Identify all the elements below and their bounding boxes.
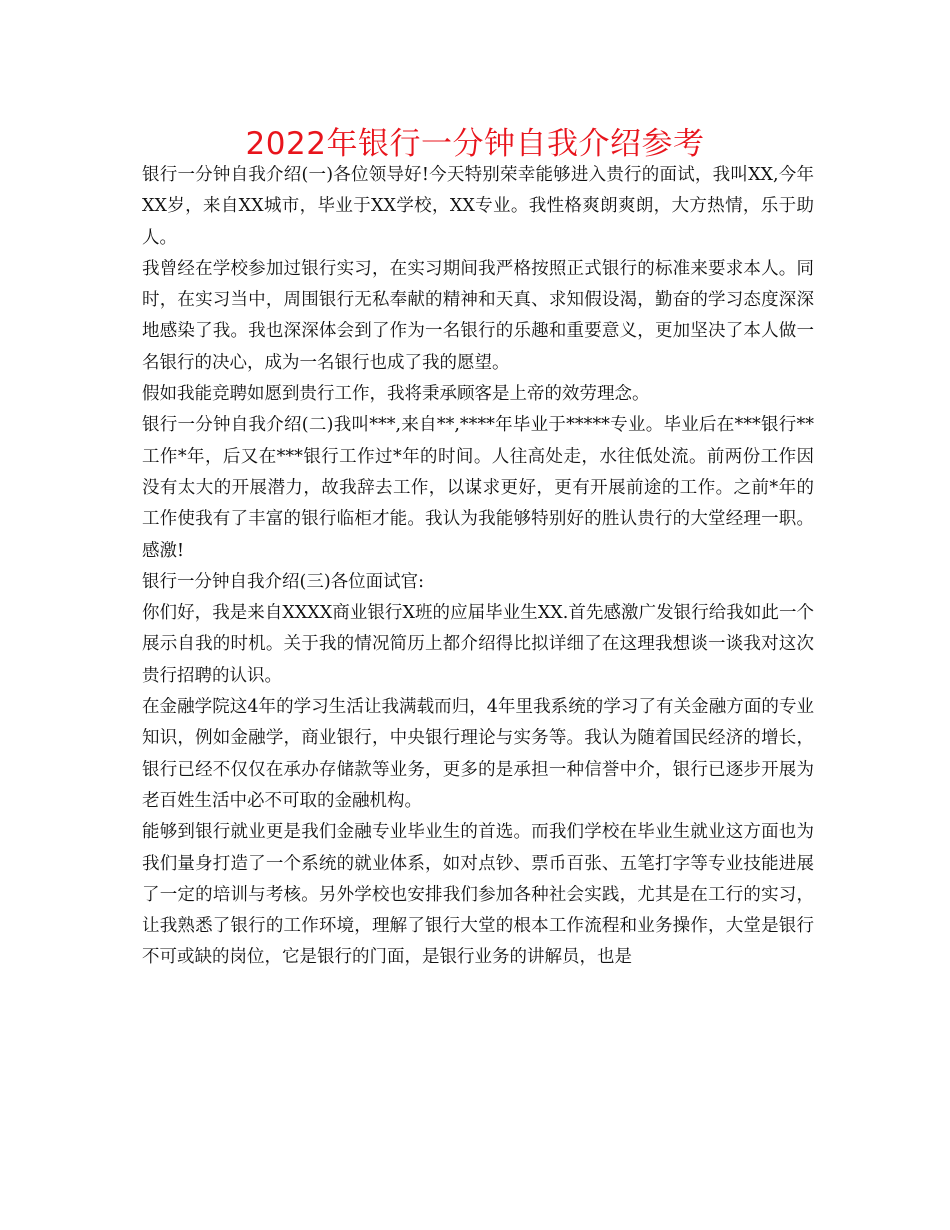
paragraph-employment: 能够到银行就业更是我们金融专业毕业生的首选。而我们学校在毕业生就业这方面也为我们量身打造了一个系统的就业体系，如对点钞、票币百张、五笔打字等专业技能进展了一定的培训与考核。另外学校也安排我们参加各种社会实践，尤其是在工行的实习，让我熟悉了银行的工作环境，理解了银行大堂的根本工作流程和业务操作，大堂是银行不可或缺的岗位，它是银行的门面，是银行业务的讲解员，也是 bbox=[142, 822, 814, 968]
document-body bbox=[142, 160, 814, 974]
paragraph-intro-two: 银行一分钟自我介绍(二)我叫***,来自**,****年毕业于*****专业。毕业后在***银行**工作*年，后又在***银行工作过*年的时间。人往高处走，水往低处流。前两份工作因没有太大的开展潜力，故我辞去工作，以谋求更好，更有开展前途的工作。之前*年的工作使我有了丰富的银行临柜才能。我认为我能够特别好的胜认贵行的大堂经理一职。感激! bbox=[142, 415, 814, 561]
paragraph-service-philosophy: 假如我能竞聘如愿到贵行工作，我将秉承顾客是上帝的效劳理念。 bbox=[142, 384, 650, 405]
document-title: 2022年银行一分钟自我介绍参考 bbox=[245, 126, 705, 162]
paragraph-intro-one: 银行一分钟自我介绍(一)各位领导好!今天特别荣幸能够进入贵行的面试，我叫XX,今年XX岁，来自XX城市，毕业于XX学校，XX专业。我性格爽朗爽朗，大方热情，乐于助人。 bbox=[142, 165, 814, 248]
paragraph-intro-three-heading: 银行一分钟自我介绍(三)各位面试官: bbox=[142, 571, 425, 592]
paragraph-internship: 我曾经在学校参加过银行实习，在实习期间我严格按照正式银行的标准来要求本人。同时，在实习当中，周围银行无私奉献的精神和天真、求知假设渴，勤奋的学习态度深深地感染了我。我也深深体会到了作为一名银行的乐趣和重要意义，更加坚决了本人做一名银行的决心，成为一名银行也成了我的愿望。 bbox=[142, 258, 814, 373]
paragraph-studies: 在金融学院这4年的学习生活让我满载而归，4年里我系统的学习了有关金融方面的专业知识，例如金融学，商业银行，中央银行理论与实务等。我认为随着国民经济的增长，银行已经不仅仅在承办存储款等业务，更多的是承担一种信誉中介，银行已逐步开展为老百姓生活中必不可取的金融机构。 bbox=[142, 697, 814, 811]
paragraph-greeting: 你们好，我是来自XXXX商业银行X班的应届毕业生XX.首先感激广发银行给我如此一个展示自我的时机。关于我的情况简历上都介绍得比拟详细了在这理我想谈一谈我对这次贵行招聘的认识。 bbox=[142, 603, 814, 686]
